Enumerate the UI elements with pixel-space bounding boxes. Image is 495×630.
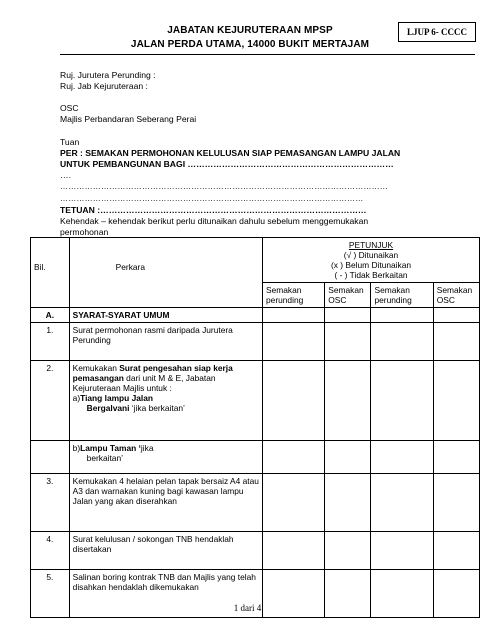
recipient-council: Majlis Perbandaran Seberang Perai <box>60 114 197 124</box>
checklist-table <box>30 237 480 618</box>
ref-consultant: Ruj. Jurutera Perunding : <box>60 70 156 80</box>
header-perkara: Perkara <box>69 238 262 308</box>
row-text-indent: berkaitan’ <box>86 453 123 463</box>
check-cell[interactable] <box>325 323 371 361</box>
row-text-part: ‘jika berkaitan’ <box>129 403 185 413</box>
row-text-indent <box>73 403 259 413</box>
row-number: 5. <box>31 570 70 618</box>
row-text-part: Kemukakan <box>72 363 120 373</box>
row-number: 3. <box>31 474 70 532</box>
section-title: SYARAT-SYARAT UMUM <box>69 308 262 323</box>
intro-line-2: permohonan <box>60 227 109 237</box>
check-cell[interactable] <box>433 361 479 441</box>
row-number: 4. <box>31 532 70 570</box>
subject-dots-2: ………………………………………………………………………………………………………… <box>60 182 388 191</box>
check-cell[interactable] <box>263 308 325 323</box>
check-cell[interactable] <box>433 532 479 570</box>
check-cell[interactable] <box>325 532 371 570</box>
tetuan-line: TETUAN :………………………………………………………………………………… <box>60 205 367 215</box>
check-cell[interactable] <box>371 441 433 474</box>
subheader-osc-1: Semakan OSC <box>325 283 371 308</box>
table-row <box>31 532 480 570</box>
table-header-row <box>31 238 480 283</box>
intro-line-1: Kehendak – kehendak berikut perlu ditunaikan dahulu sebelum menggemukakan <box>60 216 369 226</box>
legend-title: PETUNJUK <box>348 240 394 250</box>
row-text <box>69 361 262 441</box>
subject-line-2: UNTUK PEMBANGUNAN BAGI ……………………………………………………………… <box>60 159 394 169</box>
check-cell[interactable] <box>371 474 433 532</box>
row-text-bold: Surat pengesahan siap kerja pemasangan <box>72 363 233 383</box>
check-cell[interactable] <box>325 308 371 323</box>
row-text-part: b) <box>72 443 81 453</box>
section-number: A. <box>31 308 70 323</box>
table-row <box>31 474 480 532</box>
check-cell[interactable] <box>263 474 325 532</box>
check-cell[interactable] <box>371 532 433 570</box>
check-cell[interactable] <box>433 323 479 361</box>
legend-not-related: ( - ) Tidak Berkaitan <box>334 270 408 280</box>
subheader-consultant-2: Semakan perunding <box>371 283 433 308</box>
check-cell[interactable] <box>433 441 479 474</box>
check-cell[interactable] <box>371 308 433 323</box>
check-cell[interactable] <box>263 323 325 361</box>
salutation: Tuan <box>60 137 80 147</box>
legend-done: (√ ) Ditunaikan <box>343 250 399 260</box>
table-row <box>31 361 480 441</box>
row-text-part: a) <box>72 393 81 403</box>
department-title: JABATAN KEJURUTERAAN MPSP <box>167 25 333 36</box>
subject-dots-3: ………………………………………………………………………………………………… <box>60 194 364 203</box>
row-text-part: jika <box>140 443 154 453</box>
row-text-part: dari unit M & E, Jabatan Kejuruteraan Majlis untuk : <box>72 373 216 393</box>
recipient-osc: OSC <box>60 103 79 113</box>
legend-cell <box>263 238 480 283</box>
row-text-bold: Tiang lampu Jalan <box>80 393 154 403</box>
check-cell[interactable] <box>433 474 479 532</box>
row-text: Kemukakan 4 helaian pelan tapak bersaiz A4 atau A3 dan warnakan kuning bagi kawasan lampu Jalan yang akan diserahkan <box>69 474 262 532</box>
row-text: Surat kelulusan / sokongan TNB hendaklah disertakan <box>69 532 262 570</box>
page-number: 1 dari 4 <box>233 603 262 613</box>
legend-not-done: (x ) Belum Ditunaikan <box>330 260 412 270</box>
form-code-box: LJUP 6- CCCC <box>398 22 476 42</box>
check-cell[interactable] <box>263 361 325 441</box>
row-text: Surat permohonan rasmi daripada Jurutera Perunding <box>69 323 262 361</box>
check-cell[interactable] <box>371 323 433 361</box>
check-cell[interactable] <box>325 361 371 441</box>
row-text-bold: Bergalvani <box>86 403 130 413</box>
check-cell[interactable] <box>433 308 479 323</box>
check-cell[interactable] <box>371 361 433 441</box>
header-bil: Bil. <box>31 238 70 308</box>
row-text <box>69 441 262 474</box>
row-number: 2. <box>31 361 70 441</box>
subject-line-1: PER : SEMAKAN PERMOHONAN KELULUSAN SIAP PEMASANGAN LAMPU JALAN <box>60 148 401 158</box>
row-number <box>31 441 70 474</box>
section-row <box>31 308 480 323</box>
row-number: 1. <box>31 323 70 361</box>
check-cell[interactable] <box>263 532 325 570</box>
ref-engineering: Ruj. Jab Kejuruteraan : <box>60 81 148 91</box>
header-divider <box>60 54 475 55</box>
check-cell[interactable] <box>325 474 371 532</box>
subheader-consultant-1: Semakan perunding <box>263 283 325 308</box>
department-address: JALAN PERDA UTAMA, 14000 BUKIT MERTAJAM <box>130 39 370 50</box>
row-text: Salinan boring kontrak TNB dan Majlis yang telah disahkan hendaklah dikemukakan <box>69 570 262 618</box>
subject-dots-1: …. <box>60 170 71 180</box>
table-row <box>31 441 480 474</box>
subheader-osc-2: Semakan OSC <box>433 283 479 308</box>
table-row <box>31 323 480 361</box>
check-cell[interactable] <box>263 441 325 474</box>
check-cell[interactable] <box>325 441 371 474</box>
row-text-bold: Lampu Taman ‘ <box>80 443 141 453</box>
